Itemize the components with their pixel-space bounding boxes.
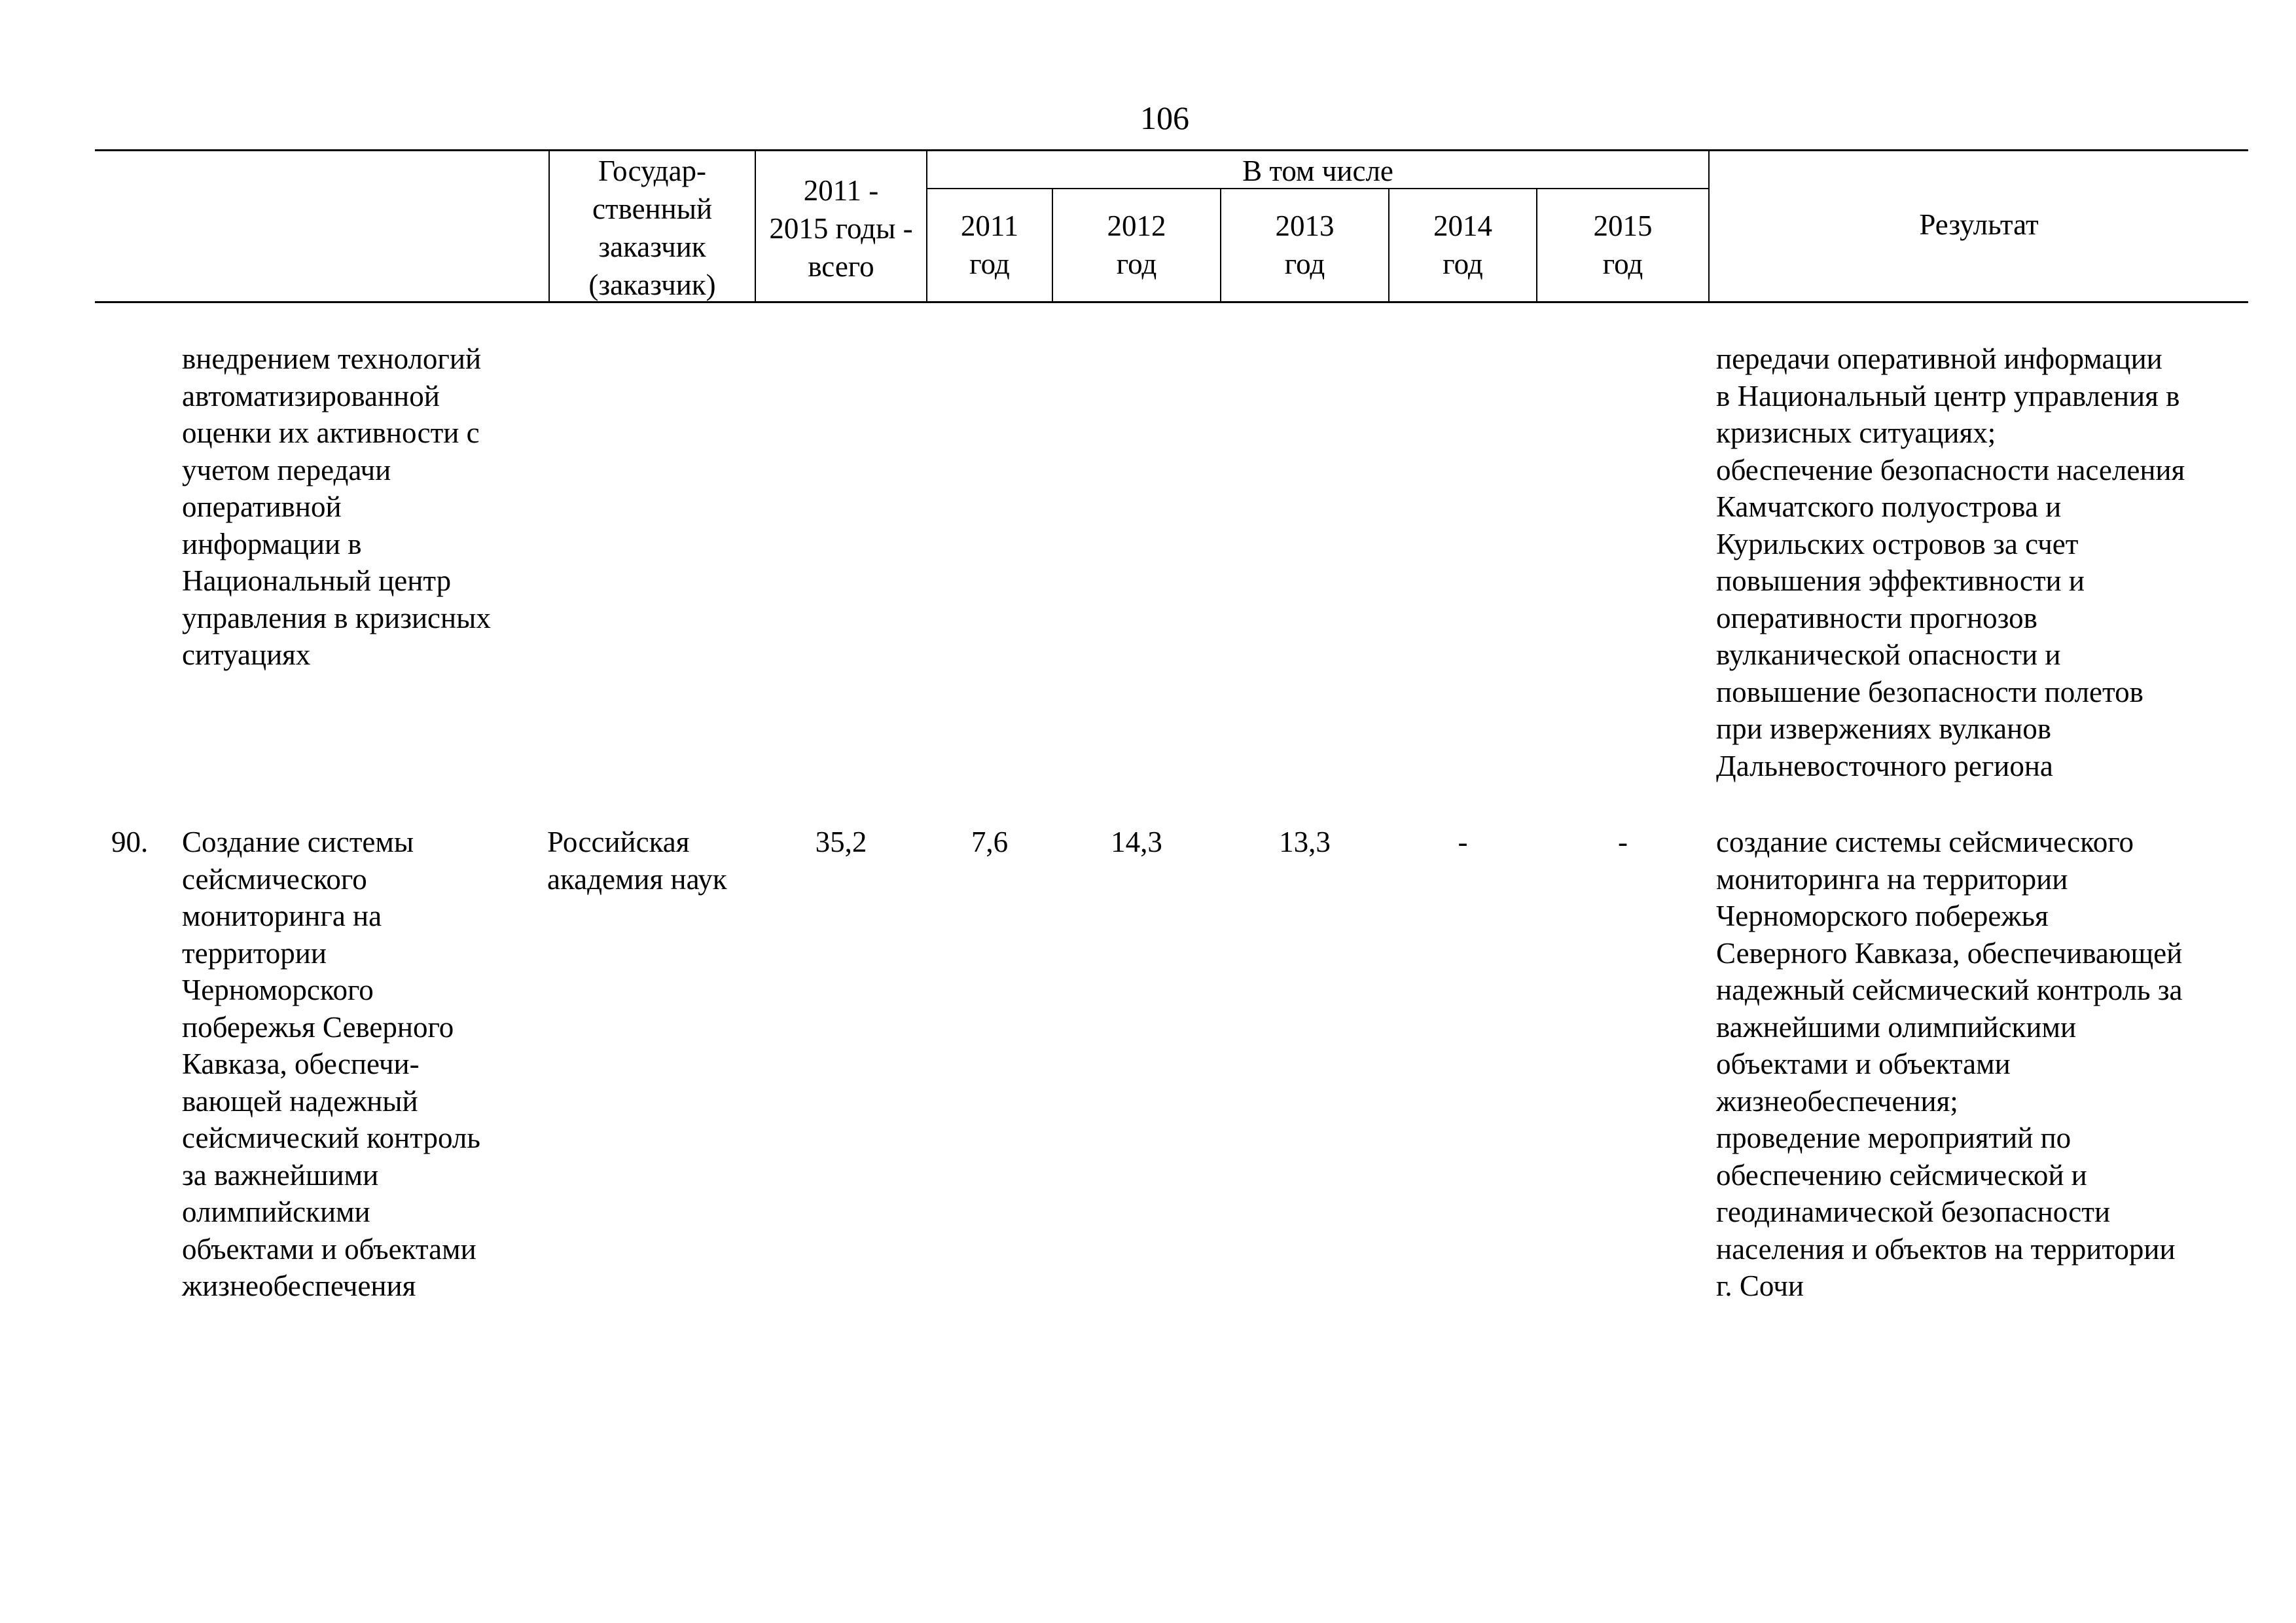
header-year-2011: 2011 год: [960, 210, 1019, 280]
row-result: передачи оперативной информации в Национальный центр управления в кризисных ситуациях; обеспечение безопасности населения Камчатского полуострова и Курильских островов за счет повышения эффективности и оперативности прогнозов вулканической опасности и повышение безопасности полетов при извержениях вулканов Дальневосточного региона: [1716, 342, 2185, 782]
row-total: 35,2: [815, 826, 867, 858]
header-customer: Государ- ственный заказчик (заказчик): [588, 155, 716, 301]
header-year-2013: 2013 год: [1275, 210, 1335, 280]
row-customer: Российская академия наук: [547, 826, 727, 896]
header-total: 2011 - 2015 годы - всего: [769, 174, 913, 283]
header-year-2015: 2015 год: [1593, 210, 1653, 280]
row-year-2011: 7,6: [971, 826, 1009, 858]
row-year-2014: -: [1458, 826, 1468, 858]
row-name: Создание системы сейсмического мониторинга на территории Черноморского побережья Северного Кавказа, обеспечи- вающей надежный сейсмический контроль за важнейшими олимпийскими объектами и объектами жизнеобеспечения: [182, 826, 480, 1302]
row-year-2015: -: [1618, 826, 1628, 858]
page-number: 106: [1140, 100, 1189, 136]
header-including: В том числе: [1242, 155, 1393, 187]
row-number: 90.: [111, 826, 149, 858]
header-result: Результат: [1919, 208, 2039, 241]
table-top-border: [95, 149, 2248, 151]
row-year-2013: 13,3: [1279, 826, 1331, 858]
row-result: создание системы сейсмического мониторинга на территории Черноморского побережья Северного Кавказа, обеспечивающей надежный сейсмический контроль за важнейшими олимпийскими объектами и объектами жизнеобеспечения; проведение мероприятий по обеспечению сейсмической и геодинамической безопасности населения и объектов на территории г. Сочи: [1716, 826, 2183, 1302]
header-year-2014: 2014 год: [1433, 210, 1492, 280]
header-year-2012: 2012 год: [1107, 210, 1166, 280]
header-bottom-border: [95, 301, 2248, 303]
row-name: внедрением технологий автоматизированной оценки их активности с учетом передачи оперативной информации в Национальный центр управления в кризисных ситуациях: [182, 342, 491, 671]
row-year-2012: 14,3: [1111, 826, 1162, 858]
